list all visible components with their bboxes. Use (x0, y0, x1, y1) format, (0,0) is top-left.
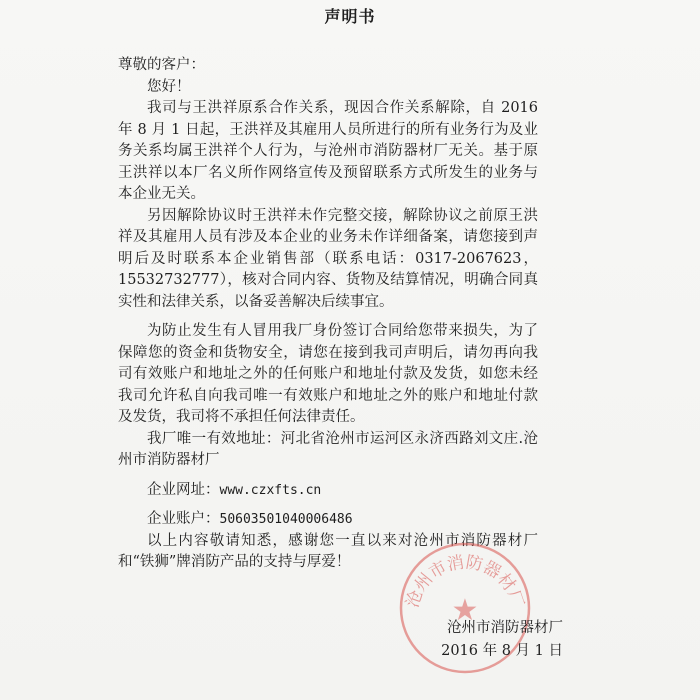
address-label: 我厂唯一有效地址： (147, 430, 281, 447)
document-title: 声明书 (324, 7, 376, 26)
address-value: 河北省沧州市运河区永济西路刘文庄.沧州市消防器材厂 (118, 430, 538, 468)
account-value: 50603501040006486 (219, 512, 353, 527)
account-line (118, 509, 538, 531)
stamp-text: 沧州市消防器材厂 (402, 552, 528, 611)
salutation: 尊敬的客户： (118, 57, 205, 73)
website-line (118, 480, 538, 502)
account-label: 企业账户： (147, 511, 220, 527)
signature-block (383, 617, 563, 663)
signature-company: 沧州市消防器材厂 (447, 620, 563, 636)
greeting: 您好！ (147, 78, 191, 95)
paragraph-termination: 我司与王洪祥原系合作关系，现因合作关系解除，自 2016 年 8 月 1 日起，王洪祥及其雇用人员所进行的所有业务行为及业务关系均属王洪祥个人行为，与沧州市消防器材厂无关。基于原王洪祥以本厂名义所作网络宣传及预留联系方式所发生的业务与本企业无关。 (118, 100, 538, 202)
website-value: www.czxfts.cn (219, 482, 322, 498)
document-body (118, 55, 538, 574)
paragraph-warning: 为防止发生有人冒用我厂身份签订合同给您带来损失，为了保障您的资金和货物安全，请您在接到我司声明后，请勿再向我司有效账户和地址之外的任何账户和地址付款及发货，如您未经我司允许私自向我司唯一有效账户和地址之外的账户和地址付款及发货，我司将不承担任何法律责任。 (118, 323, 538, 425)
website-label: 企业网址： (147, 481, 220, 498)
address-line (118, 429, 538, 472)
paragraph-contact: 另因解除协议时王洪祥未作完整交接，解除协议之前原王洪祥及其雇用人员有涉及本企业的业务未作详细备案，请您接到声明后及时联系本企业销售部（联系电话：0317-2067623，15532732777），核对合同内容、货物及结算情况，明确合同真实性和法律关系，以备妥善解决后续事宜。 (118, 207, 538, 310)
stamp-star-icon: ★ (451, 593, 479, 628)
signature-date: 2016 年 8 月 1 日 (441, 643, 563, 659)
closing-paragraph: 以上内容敬请知悉，感谢您一直以来对沧州市消防器材厂和“铁狮”牌消防产品的支持与厚爱！ (118, 532, 538, 570)
